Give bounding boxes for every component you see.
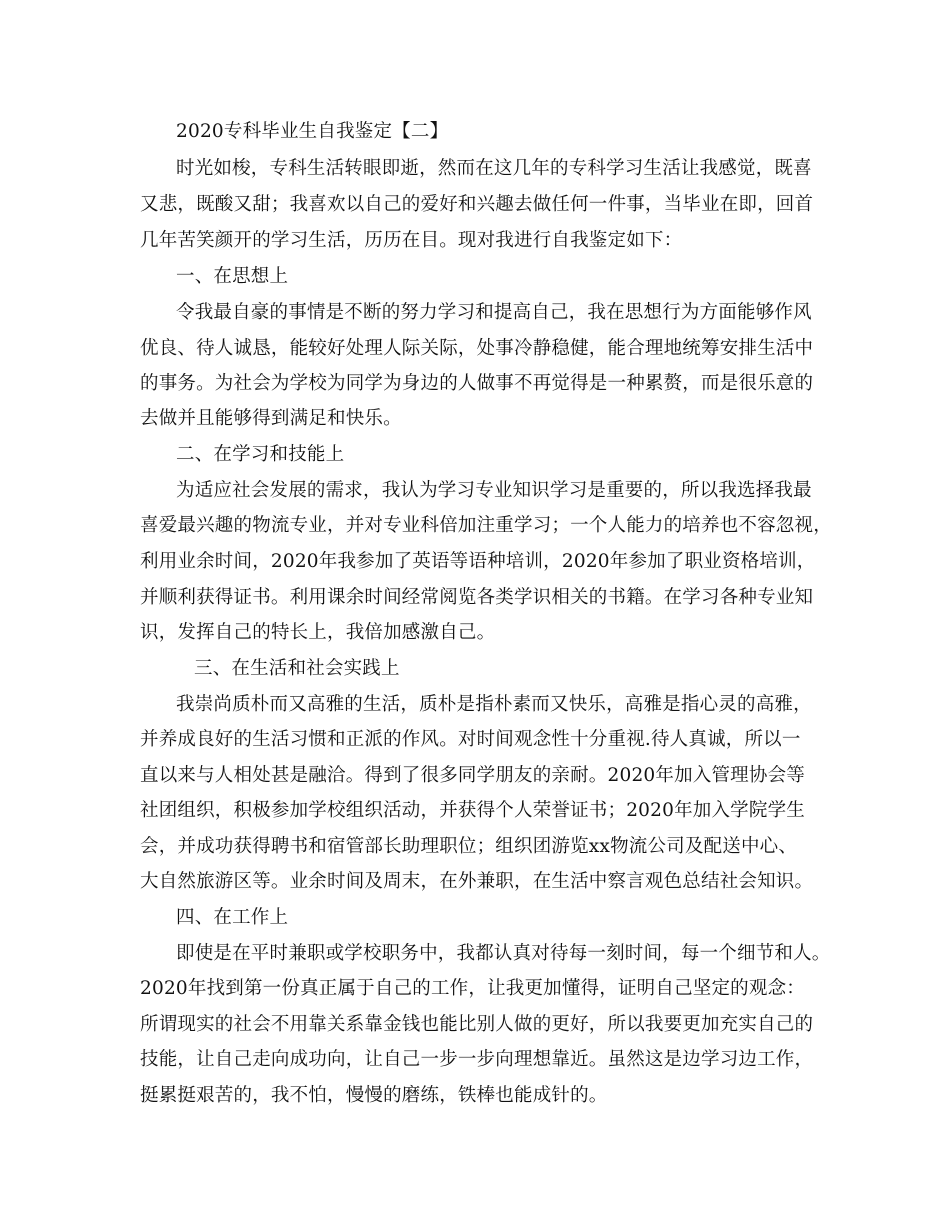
paragraph-line: 喜爱最兴趣的物流专业，并对专业科倍加注重学习；一个人能力的培养也不容忽视， xyxy=(140,515,832,536)
section-heading: 二、在学习和技能上 xyxy=(176,444,345,465)
paragraph-line: 为适应社会发展的需求，我认为学习专业知识学习是重要的，所以我选择我最 xyxy=(176,480,812,501)
document-title: 2020专科毕业生自我鉴定【二】 xyxy=(176,121,449,142)
paragraph-line: 技能，让自己走向成功向，让自己一步一步向理想靠近。虽然这是边学习边工作， xyxy=(140,1049,814,1070)
section-heading: 一、在思想上 xyxy=(176,266,289,287)
paragraph-line: 挺累挺艰苦的，我不怕，慢慢的磨练，铁棒也能成针的。 xyxy=(140,1085,608,1106)
paragraph-line: 时光如梭，专科生活转眼即逝，然而在这几年的专科学习生活让我感觉，既喜 xyxy=(176,158,812,179)
section-heading: 四、在工作上 xyxy=(176,907,289,928)
paragraph-line: 令我最自豪的事情是不断的努力学习和提高自己，我在思想行为方面能够作风 xyxy=(176,302,812,323)
paragraph-line: 并顺利获得证书。利用课余时间经常阅览各类学识相关的书籍。在学习各种专业知 xyxy=(140,587,814,608)
paragraph-line: 的事务。为社会为学校为同学为身边的人做事不再觉得是一种累赘，而是很乐意的 xyxy=(140,373,814,394)
paragraph-line: 又悲，既酸又甜；我喜欢以自己的爱好和兴趣去做任何一件事，当毕业在即，回首 xyxy=(140,194,814,215)
paragraph-line: 优良、待人诚恳，能较好处理人际关际，处事冷静稳健，能合理地统筹安排生活中 xyxy=(140,338,814,359)
paragraph-line: 即使是在平时兼职或学校职务中，我都认真对待每一刻时间，每一个细节和人。 xyxy=(176,943,831,964)
paragraph-line: 会，并成功获得聘书和宿管部长助理职位；组织团游览xx物流公司及配送中心、 xyxy=(140,836,798,857)
paragraph-line: 社团组织，积极参加学校组织活动，并获得个人荣誉证书；2020年加入学院学生 xyxy=(140,800,805,821)
section-heading: 三、在生活和社会实践上 xyxy=(194,658,400,679)
paragraph-line: 大自然旅游区等。业余时间及周末，在外兼职，在生活中察言观色总结社会知识。 xyxy=(140,871,814,892)
paragraph-line: 几年苦笑颜开的学习生活，历历在目。现对我进行自我鉴定如下： xyxy=(140,230,683,251)
paragraph-line: 并养成良好的生活习惯和正派的作风。对时间观念性十分重视.待人真诚，所以一 xyxy=(140,729,801,750)
paragraph-line: 直以来与人相处甚是融洽。得到了很多同学朋友的亲耐。2020年加入管理协会等 xyxy=(140,765,805,786)
paragraph-line: 识，发挥自己的特长上，我倍加感激自己。 xyxy=(140,622,496,643)
paragraph-line: 所谓现实的社会不用靠关系靠金钱也能比别人做的更好，所以我要更加充实自己的 xyxy=(140,1014,814,1035)
paragraph-line: 去做并且能够得到满足和快乐。 xyxy=(140,408,402,429)
paragraph-line: 利用业余时间，2020年我参加了英语等语种培训，2020年参加了职业资格培训， xyxy=(140,551,816,572)
paragraph-line: 我崇尚质朴而又高雅的生活，质朴是指朴素而又快乐，高雅是指心灵的高雅， xyxy=(176,694,812,715)
paragraph-line: 2020年找到第一份真正属于自己的工作，让我更加懂得，证明自己坚定的观念： xyxy=(140,978,805,999)
